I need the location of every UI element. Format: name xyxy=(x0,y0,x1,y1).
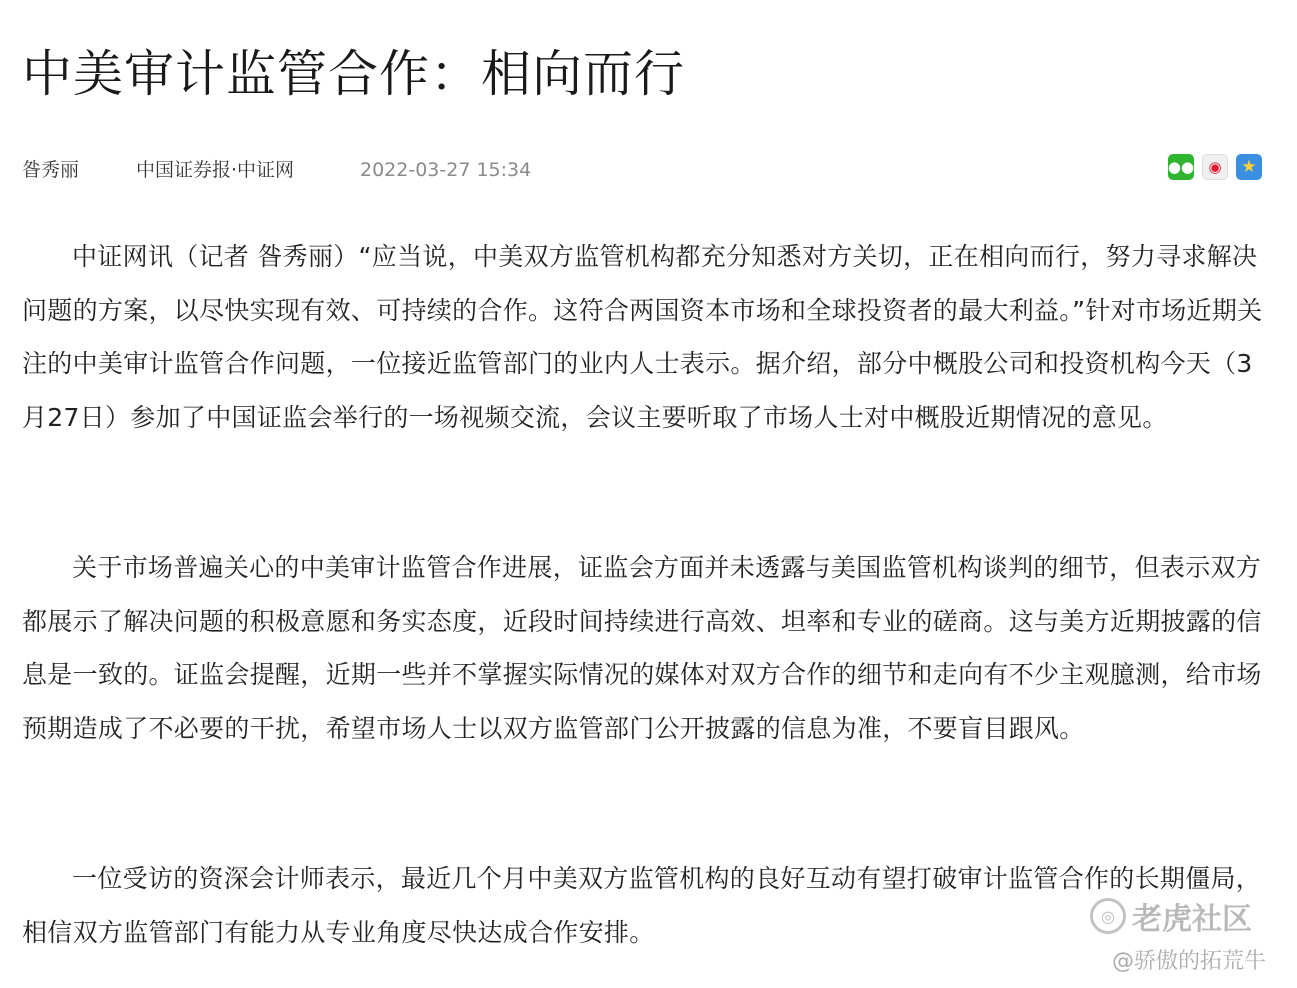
publish-date: 2022-03-27 15:34 xyxy=(360,159,532,181)
author-name[interactable]: 昝秀丽 xyxy=(22,159,80,181)
share-bar xyxy=(1168,154,1262,180)
article-meta xyxy=(22,156,1272,186)
qzone-icon[interactable]: ★ xyxy=(1236,154,1262,180)
article-paragraph: 关于市场普遍关心的中美审计监管合作进展，证监会方面并未透露与美国监管机构谈判的细节，但表示双方都展示了解决问题的积极意愿和务实态度，近段时间持续进行高效、坦率和专业的磋商。这与美方近期披露的信息是一致的。证监会提醒，近期一些并不掌握实际情况的媒体对双方合作的细节和走向有不少主观臆测，给市场预期造成了不必要的干扰，希望市场人士以双方监管部门公开披露的信息为准，不要盲目跟风。 xyxy=(22,553,1262,743)
community-watermark-text: 老虎社区 xyxy=(1132,902,1252,937)
tiger-logo-icon: ◎ xyxy=(1090,898,1126,934)
article-paragraph: 中证网讯（记者 昝秀丽）“应当说，中美双方监管机构都充分知悉对方关切，正在相向而行，努力寻求解决问题的方案，以尽快实现有效、可持续的合作。这符合两国资本市场和全球投资者的最大利益。”针对市场近期关注的中美审计监管合作问题，一位接近监管部门的业内人士表示。据介绍，部分中概股公司和投资机构今天（3月27日）参加了中国证监会举行的一场视频交流，会议主要听取了市场人士对中概股近期情况的意见。 xyxy=(22,242,1263,432)
wechat-icon[interactable]: ●● xyxy=(1168,154,1194,180)
community-watermark xyxy=(1090,894,1252,938)
source-name[interactable]: 中国证券报·中证网 xyxy=(136,159,295,181)
article-paragraph: 一位受访的资深会计师表示，最近几个月中美双方监管机构的良好互动有望打破审计监管合作的长期僵局，相信双方监管部门有能力从专业角度尽快达成合作安排。 xyxy=(22,864,1262,947)
weibo-user-watermark: @骄傲的拓荒牛 xyxy=(1112,949,1267,974)
article-title: 中美审计监管合作：相向而行 xyxy=(22,45,685,103)
weibo-icon[interactable]: ◉ xyxy=(1202,154,1228,180)
